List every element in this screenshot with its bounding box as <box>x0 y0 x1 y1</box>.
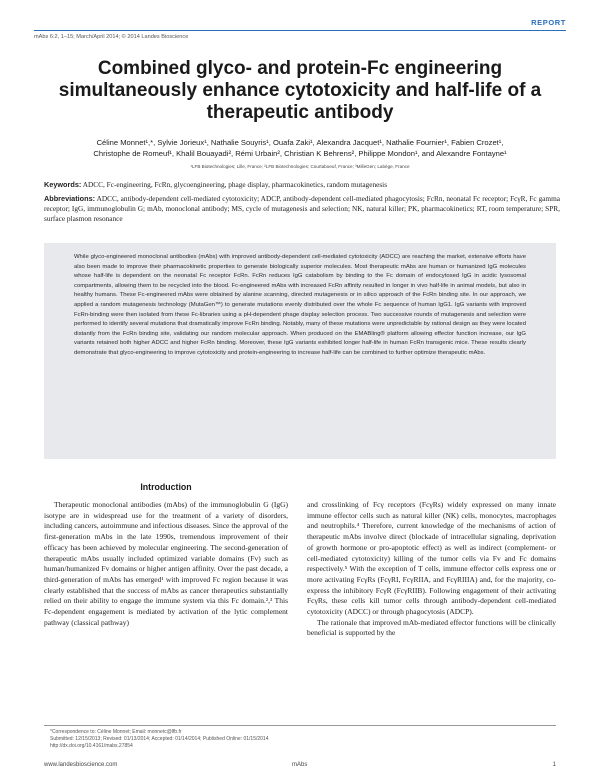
abbreviations-label: Abbreviations: <box>44 194 96 203</box>
abbreviations <box>44 194 560 225</box>
body-paragraph: The rationale that improved mAb-mediated effector functions will be clinically beneficial is supported by the <box>307 617 556 638</box>
section-heading-introduction: Introduction <box>140 482 192 492</box>
report-label: REPORT <box>531 18 566 27</box>
doi-link[interactable]: http://dx.doi.org/10.4161/mabs.27854 <box>50 742 133 749</box>
footer-website[interactable]: www.landesbioscience.com <box>44 762 118 768</box>
abbreviations-text: ADCC, antibody-dependent cell-mediated cytotoxicity; ADCP, antibody-dependent cell-mediated phagocytosis; FcRn, neonatal Fc receptor; FcγR, Fc gamma receptor; IgG, immunoglobulin G; mAb, monoclonal antibody; MS, cycle of mutagenesis and selection; NK, natural killer; PK, pharmacokinetics; RT, room temperature; SPR, surface plasmon resonance <box>44 194 560 224</box>
body-column-left <box>44 500 288 628</box>
body-paragraph: and crosslinking of Fcγ receptors (FcγRs) widely expressed on many innate immune effector cells such as natural killer (NK) cells, monocytes, macrophages and neutrophils.⁴ Therefore, current knowledge of the mechanisms of action of therapeutic mAbs involve direct (blockade of intracellular signaling, deprivation of growth hormone or pro-apoptotic effect) as well as indirect (complement- or cell-mediated cytotoxicity) killing of the tumor cells via Fv and Fc domains respectively.⁵ With the exception of T cells, immune effector cells express one or more activating FcγRs (FcγRI, FcγRIIA, and FcγRIIIA) and, for the majority, co-express the inhibitory FcγR (FcγRIIB). Following engagement of their activating FcγRs, these cells kill tumor cells through antibody-dependent cell-mediated cytotoxicity (ADCC) or through phagocytosis (ADCP). <box>307 500 556 617</box>
paper-title: Combined glyco- and protein-Fc engineering simultaneously enhance cytotoxicity and half-life of a therapeutic antibody <box>58 58 542 123</box>
author-line-1: Céline Monnet¹,*, Sylvie Jorieux¹, Nathalie Souyris¹, Ouafa Zaki¹, Alexandra Jacquet¹, Nathalie Fournier¹, Fabien Crozet¹, <box>96 138 504 147</box>
footnotes <box>50 729 269 749</box>
header-rule <box>34 30 566 31</box>
affiliations: ¹LFB Biotechnologies; Lille, France; ²LFB Biotechnologies; Courtaboeuf, France; ³MilleGen; Labège, France <box>190 164 410 169</box>
submission-dates: Submitted: 12/15/2013; Revised: 01/13/2014; Accepted: 01/14/2014; Published Online: 01/15/2014 <box>50 735 269 742</box>
keywords <box>44 180 560 191</box>
abstract-text: While glyco-engineered monoclonal antibodies (mAbs) with improved antibody-dependent cell-mediated cytotoxicity (ADCC) are reaching the market, extensive efforts have also been made to improve their pharmacokinetic properties to generate biologically superior molecules. Most therapeutic mAbs are human or humanized IgG molecules whose half-life is dependent on the neonatal Fc receptor FcRn. FcRn reduces IgG catabolism by binding to the Fc domain of endocytosed IgG in acidic lysosomal compartments, allowing them to be recycled into the blood. Fc-engineered mAbs with increased FcRn affinity resulted in longer in vivo half-life in animal models, but also in healthy humans. These Fc-engineered mAbs were obtained by alanine scanning, directed mutagenesis or in silico approach of the FcRn binding site. In our approach, we applied a random mutagenesis technology (MutaGen™) to generate mutations evenly distributed over the whole Fc sequence of human IgG1. IgG variants with improved FcRn-binding were then isolated from these Fc-libraries using a pH-dependent phage display selection process. Two successive rounds of mutagenesis and selection were performed to identify several mutations that dramatically improve FcRn binding. Notably, many of these mutations were unpredictable by rational design as they were located distantly from the FcRn binding site, validating our random molecular approach. When produced on the EMABling® platform allowing effector function increase, our IgG variants retained both higher ADCC and higher FcRn binding. Moreover, these IgG variants exhibited longer half-life in human FcRn transgenic mice. These results clearly demonstrate that glyco-engineering to improve cytotoxicity and protein-engineering to increase half-life can be combined to further optimize therapeutic mAbs. <box>74 254 526 356</box>
keywords-text: ADCC, Fc-engineering, FcRn, glycoengineering, phage display, pharmacokinetics, random mutagenesis <box>82 180 388 189</box>
correspondence-note: *Correspondence to: Céline Monnet; Email: monnetc@lfb.fr <box>50 729 182 735</box>
journal-citation: mAbs 6:2, 1–15; March/April 2014; © 2014 Landes Bioscience <box>34 34 189 40</box>
author-list <box>40 137 560 159</box>
page-number: 1 <box>552 762 556 768</box>
abstract-box <box>44 243 556 459</box>
body-column-right <box>307 500 556 639</box>
footnote-rule <box>44 725 556 726</box>
keywords-label: Keywords: <box>44 180 82 189</box>
footer-journal: mAbs <box>292 762 308 768</box>
body-paragraph: Therapeutic monoclonal antibodies (mAbs) of the immunoglobulin G (IgG) isotype are in widespread use for the treatment of a variety of disorders, including cancers, autoimmune and infectious diseases. Since the approval of the first-generation mAbs in the late 1990s, tremendous improvement of their efficacy has been achieved by molecular engineering. The second-generation of therapeutic mAbs usually included optimized variable domains (Fv) such as human/humanized Fv domains or higher antigen affinity. Over the past decade, a third-generation of mAbs has emerged¹ with improved Fc region because it was clearly established that the success of mAbs as cancer therapeutics substantially relied on their ability to engage the immune system via this Fc domain.²,³ This Fc-dependent engagement is mediated by activation of the lytic complement pathway (classical pathway) <box>44 500 288 627</box>
author-line-2: Christophe de Romeuf¹, Khalil Bouayadi², Rémi Urbain², Christian K Behrens², Philippe Mondon¹, and Alexandre Fontayne¹ <box>93 149 507 158</box>
